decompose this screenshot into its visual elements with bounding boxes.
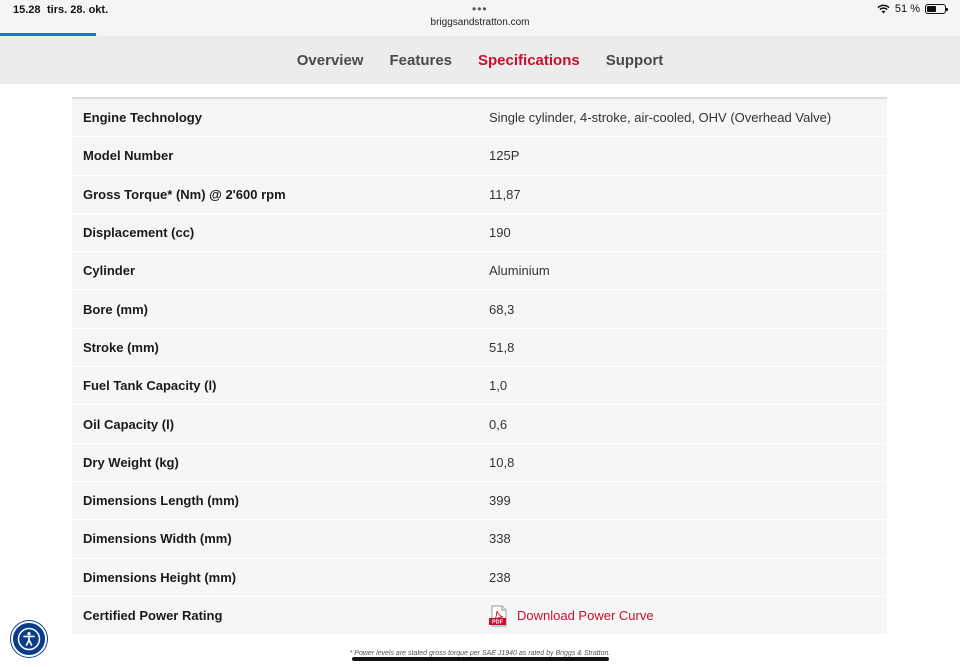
battery-level xyxy=(927,6,936,12)
section-tabs xyxy=(0,36,960,84)
accessibility-icon xyxy=(17,627,41,651)
table-row xyxy=(72,444,887,482)
download-power-curve-link[interactable]: Download Power Curve xyxy=(517,608,654,623)
spec-value: Single cylinder, 4-stroke, air-cooled, OHV (Overhead Valve) xyxy=(489,110,832,126)
spec-value: 10,8 xyxy=(489,454,515,470)
tab-support[interactable]: Support xyxy=(605,51,664,69)
table-row xyxy=(72,137,887,175)
battery-icon xyxy=(925,4,946,14)
table-row xyxy=(72,290,887,328)
spec-label: Cylinder xyxy=(83,263,136,279)
spec-value: 125P xyxy=(489,148,520,164)
spec-label: Dry Weight (kg) xyxy=(83,454,179,470)
spec-label: Fuel Tank Capacity (l) xyxy=(83,378,217,394)
spec-label: Bore (mm) xyxy=(83,301,149,317)
table-row xyxy=(72,99,887,137)
spec-label: Oil Capacity (l) xyxy=(83,416,175,432)
status-indicators xyxy=(877,3,946,15)
spec-value: 190 xyxy=(489,225,511,241)
spec-value: 11,87 xyxy=(489,186,521,202)
spec-value: 238 xyxy=(489,569,511,585)
table-row xyxy=(72,559,887,597)
more-dots-icon[interactable]: ••• xyxy=(472,2,488,16)
table-row xyxy=(72,214,887,252)
spec-label: Engine Technology xyxy=(83,110,202,126)
accessibility-button[interactable] xyxy=(11,621,47,657)
table-row xyxy=(72,252,887,290)
spec-value: Aluminium xyxy=(489,263,550,279)
spec-label: Certified Power Rating xyxy=(83,608,223,623)
tab-specifications[interactable]: Specifications xyxy=(478,51,580,69)
table-row xyxy=(72,176,887,214)
pdf-file-icon[interactable] xyxy=(489,605,509,627)
spec-label: Dimensions Length (mm) xyxy=(83,493,240,509)
spec-label: Stroke (mm) xyxy=(83,339,159,355)
spec-label: Gross Torque* (Nm) @ 2'600 rpm xyxy=(83,186,286,202)
spec-value xyxy=(478,605,887,627)
spec-value: 1,0 xyxy=(489,378,508,394)
spec-label: Displacement (cc) xyxy=(83,225,195,241)
table-row xyxy=(72,597,887,635)
spec-value: 68,3 xyxy=(489,301,515,317)
address-bar-url[interactable]: briggsandstratton.com xyxy=(430,17,530,28)
tab-features[interactable]: Features xyxy=(389,51,453,69)
footnote: * Power levels are stated gross torque per SAE J1940 as rated by Briggs & Stratton. xyxy=(349,650,611,657)
spec-value: 51,8 xyxy=(489,339,515,355)
table-row xyxy=(72,482,887,520)
svg-text:PDF: PDF xyxy=(492,619,503,626)
status-bar xyxy=(0,0,960,36)
table-row xyxy=(72,329,887,367)
status-time: 15.28 xyxy=(13,4,41,16)
table-row xyxy=(72,405,887,443)
spec-label: Dimensions Height (mm) xyxy=(83,569,237,585)
wifi-icon xyxy=(877,4,890,14)
battery-percent: 51 % xyxy=(894,3,920,15)
tab-overview[interactable]: Overview xyxy=(296,51,364,69)
spec-value: 338 xyxy=(489,531,511,547)
status-date: tirs. 28. okt. xyxy=(47,4,109,16)
spec-label: Model Number xyxy=(83,148,174,164)
table-row xyxy=(72,367,887,405)
spec-label: Dimensions Width (mm) xyxy=(83,531,232,547)
home-indicator[interactable] xyxy=(352,657,609,661)
table-row xyxy=(72,520,887,558)
specifications-table xyxy=(72,97,887,635)
spec-value: 0,6 xyxy=(489,416,508,432)
spec-value: 399 xyxy=(489,493,511,509)
